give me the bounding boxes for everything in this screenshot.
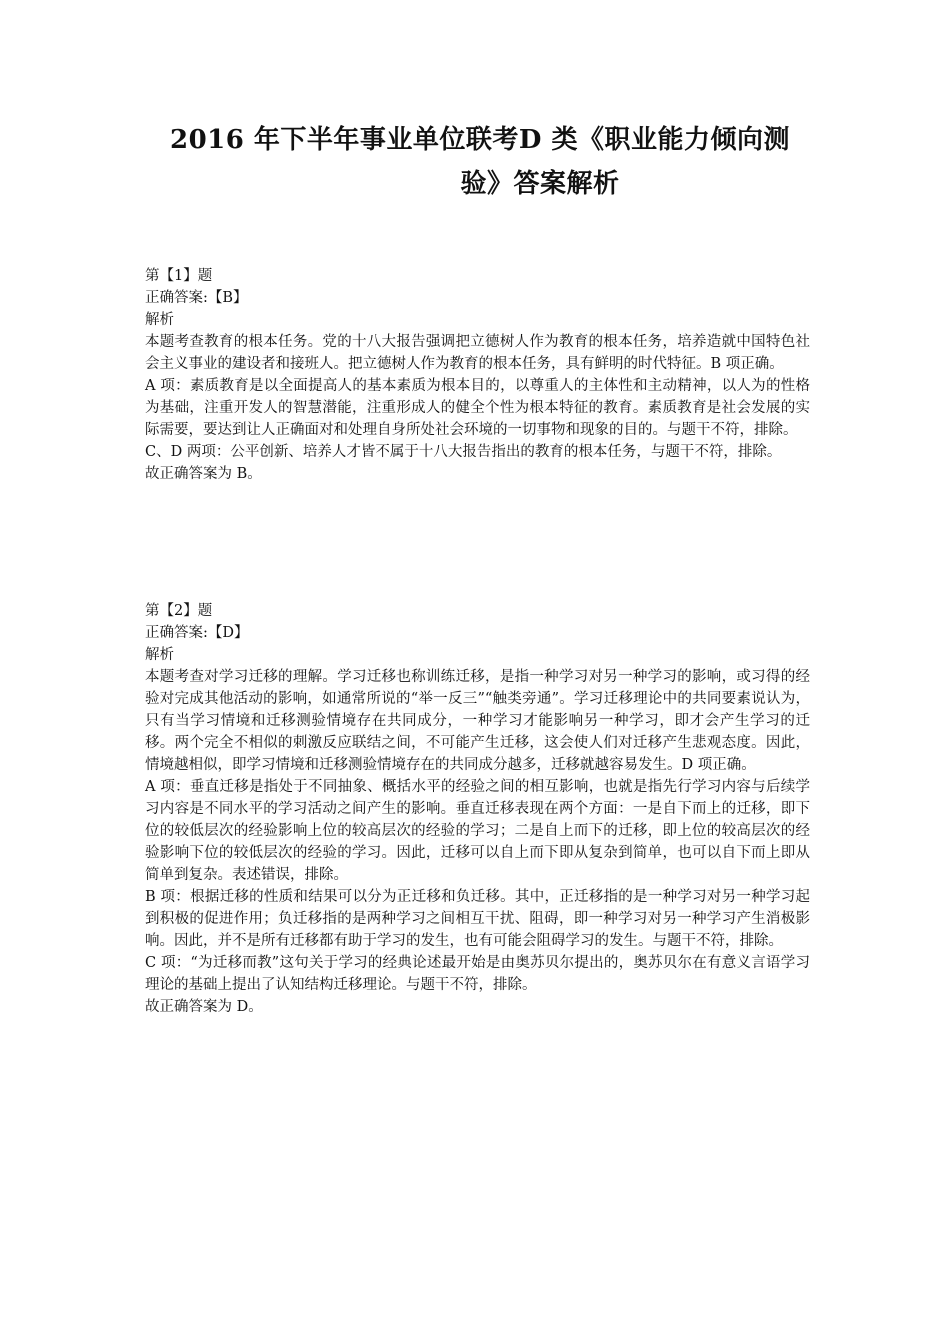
analysis-paragraph: 本题考查教育的根本任务。党的十八大报告强调把立德树人作为教育的根本任务，培养造就中国特色社会主义事业的建设者和接班人。把立德树人作为教育的根本任务，具有鲜明的时代特征。B 项正确。 <box>145 334 810 372</box>
analysis-paragraph: 本题考查对学习迁移的理解。学习迁移也称训练迁移，是指一种学习对另一种学习的影响，或习得的经验对完成其他活动的影响，如通常所说的“举一反三”“触类旁通”。学习迁移理论中的共同要素说认为，只有当学习情境和迁移测验情境存在共同成分，一种学习才能影响另一种学习，即才会产生学习的迁移。两个完全不相似的刺激反应联结之间，不可能产生迁移，这会使人们对迁移产生悲观态度。因此，情境越相似，即学习情境和迁移测验情境存在的共同成分越多，迁移就越容易发生。D 项正确。 <box>145 669 810 773</box>
analysis-paragraph: A 项：垂直迁移是指处于不同抽象、概括水平的经验之间的相互影响，也就是指先行学习内容与后续学习内容是不同水平的学习活动之间产生的影响。垂直迁移表现在两个方面：一是自下而上的迁移，即下位的较低层次的经验影响上位的较高层次的经验的学习；二是自上而下的迁移，即上位的较高层次的经验影响下位的较低层次的经验的学习。因此，迁移可以自上而下即从复杂到简单，也可以自下而上即从简单到复杂。表述错误，排除。 <box>145 779 810 883</box>
title-line-1: 2016 年下半年事业单位联考D 类《职业能力倾向测 <box>169 125 790 155</box>
title-line-2: 验》答案解析 <box>460 169 620 199</box>
correct-answer: 正确答案:【B】 <box>145 290 248 306</box>
final-answer: 故正确答案为 B。 <box>145 466 262 482</box>
final-answer: 故正确答案为 D。 <box>145 999 263 1015</box>
question-heading: 第【2】题 <box>145 603 213 619</box>
analysis-label: 解析 <box>145 312 174 328</box>
analysis-paragraph: A 项：素质教育是以全面提高人的基本素质为根本目的，以尊重人的主体性和主动精神，以人为的性格为基础，注重开发人的智慧潜能，注重形成人的健全个性为根本特征的教育。素质教育是社会发展的实际需要，要达到让人正确面对和处理自身所处社会环境的一切事物和现象的目的。与题干不符，排除。 <box>145 378 810 438</box>
analysis-label: 解析 <box>145 647 174 663</box>
analysis-paragraph: C 项：“为迁移而教”这句关于学习的经典论述最开始是由奥苏贝尔提出的，奥苏贝尔在有意义言语学习理论的基础上提出了认知结构迁移理论。与题干不符，排除。 <box>145 955 810 993</box>
correct-answer: 正确答案:【D】 <box>145 625 249 641</box>
analysis-paragraph: C、D 两项：公平创新、培养人才皆不属于十八大报告指出的教育的根本任务，与题干不符，排除。 <box>145 444 782 460</box>
analysis-paragraph: B 项：根据迁移的性质和结果可以分为正迁移和负迁移。其中，正迁移指的是一种学习对另一种学习起到积极的促进作用；负迁移指的是两种学习之间相互干扰、阻碍，即一种学习对另一种学习产生消极影响。因此，并不是所有迁移都有助于学习的发生，也有可能会阻碍学习的发生。与题干不符，排除。 <box>145 889 810 949</box>
question-1-section <box>145 265 810 485</box>
document-title <box>120 118 840 206</box>
question-heading: 第【1】题 <box>145 268 213 284</box>
question-2-section <box>145 600 810 1018</box>
